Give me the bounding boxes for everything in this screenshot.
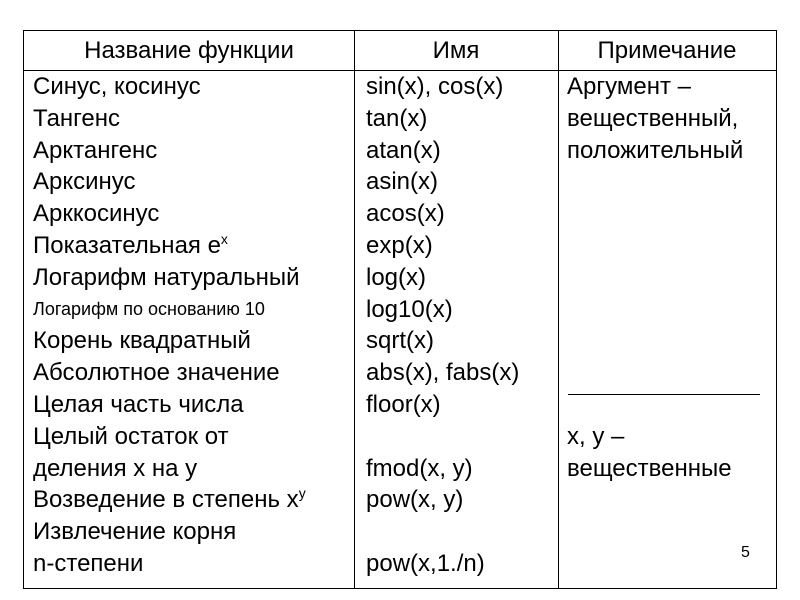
function-name: atan(x) xyxy=(366,136,441,164)
function-description xyxy=(33,135,306,167)
function-description xyxy=(33,294,306,326)
note-line xyxy=(567,294,743,326)
function-name: acos(x) xyxy=(366,200,445,228)
note-separator-line xyxy=(568,394,760,395)
function-name: fmod(x, y) xyxy=(366,454,473,482)
function-description-text: Арксинус xyxy=(33,168,136,196)
header-function-name: Название функции xyxy=(24,31,354,71)
function-name: sin(x), cos(x) xyxy=(366,73,504,100)
note-line: Аргумент – xyxy=(567,73,691,100)
function-name xyxy=(366,516,519,548)
note-line xyxy=(567,325,743,357)
note-line xyxy=(567,198,743,230)
function-description-text: Логарифм натуральный xyxy=(33,263,300,291)
function-name: abs(x), fabs(x) xyxy=(366,359,520,387)
function-description xyxy=(33,421,306,453)
function-name: pow(x,1./n) xyxy=(366,549,485,577)
function-description xyxy=(33,548,306,580)
function-name: sqrt(x) xyxy=(366,327,434,355)
function-description xyxy=(33,516,306,548)
function-description xyxy=(33,484,306,516)
note-line xyxy=(567,262,743,294)
function-description xyxy=(33,262,306,294)
function-description-text: деления x на y xyxy=(33,454,198,482)
function-name: asin(x) xyxy=(366,168,439,196)
note-line: x, y – xyxy=(567,422,625,450)
function-description-text: Целый остаток от xyxy=(33,422,229,450)
function-description-text: Возведение в степень x xyxy=(33,486,299,514)
function-name: exp(x) xyxy=(366,231,433,259)
superscript: y xyxy=(298,485,306,502)
function-description-text: Корень квадратный xyxy=(33,327,251,355)
function-description-text: Арктангенс xyxy=(33,136,158,164)
function-description-text: n-степени xyxy=(33,549,144,577)
function-name: log(x) xyxy=(366,263,427,291)
function-description-text: Тангенс xyxy=(33,104,121,132)
note-line: положительный xyxy=(567,136,744,164)
function-description xyxy=(33,389,306,421)
function-name xyxy=(366,421,519,453)
function-description-text: Арккосинус xyxy=(33,200,160,228)
functions-table xyxy=(23,30,777,589)
description-column xyxy=(33,71,306,580)
note-line xyxy=(567,166,743,198)
note-line xyxy=(567,230,743,262)
function-description xyxy=(33,103,306,135)
note-line: вещественные xyxy=(567,454,732,482)
function-description xyxy=(33,71,306,103)
header-name: Имя xyxy=(354,31,558,71)
column-divider-2 xyxy=(558,31,559,588)
function-description-text: Показательная e xyxy=(33,231,221,259)
function-description-text: Синус, косинус xyxy=(33,73,201,100)
function-description-text: Извлечение корня xyxy=(33,518,237,546)
function-name: floor(x) xyxy=(366,390,441,418)
superscript: x xyxy=(220,230,228,247)
note-column xyxy=(567,71,743,484)
function-description xyxy=(33,453,306,485)
function-name: tan(x) xyxy=(366,104,428,132)
function-description-text: Абсолютное значение xyxy=(33,359,280,387)
function-description-text: Логарифм по основанию 10 xyxy=(33,298,265,319)
function-description xyxy=(33,230,306,262)
column-divider-1 xyxy=(354,31,355,588)
function-name: pow(x, y) xyxy=(366,486,464,514)
note-line: вещественный, xyxy=(567,104,739,132)
note-line xyxy=(567,357,743,389)
function-description xyxy=(33,166,306,198)
header-note: Примечание xyxy=(558,31,776,71)
function-description-text: Целая часть числа xyxy=(33,390,244,418)
slide-number: 5 xyxy=(741,544,750,561)
function-name: log10(x) xyxy=(366,295,453,323)
function-description xyxy=(33,198,306,230)
function-description xyxy=(33,325,306,357)
function-description xyxy=(33,357,306,389)
name-column xyxy=(366,71,519,580)
